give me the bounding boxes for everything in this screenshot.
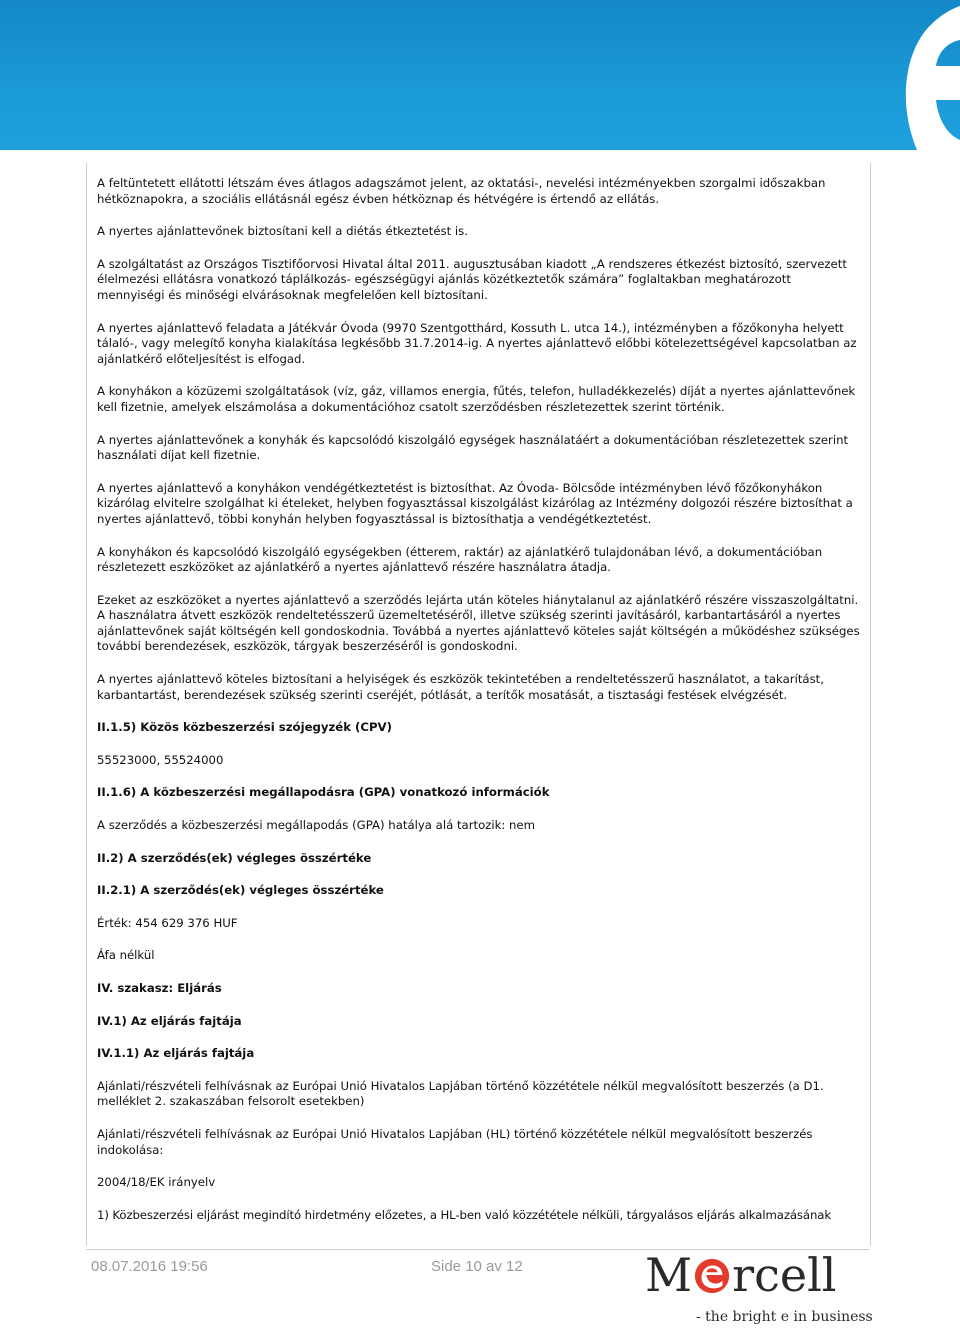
- cpv-codes: 55523000, 55524000: [97, 752, 224, 767]
- heading-gpa: II.1.6) A közbeszerzési megállapodásra (GPA) vonatkozó információk: [97, 785, 550, 800]
- header-band: [0, 0, 960, 150]
- brand-e-icon: [820, 0, 960, 150]
- document-body: [97, 176, 862, 1240]
- brand-name-right: rcell: [732, 1248, 837, 1302]
- paragraph-kindergarten: A nyertes ajánlattevő feladata a Játékvár Óvoda (9970 Szentgotthárd, Kossuth L. utca 14.), intézményben a főzőkonyha helyett tálaló-, vagy melegítő konyha kialakítása legkésőbb 31.7.2014-ig. A nyertes ajánlattevő előbbi kötelezettségével kapcsolatban az ajánlatkérő előteljesítést is elfogad.: [97, 320, 857, 366]
- paragraph-standard: A szolgáltatást az Országos Tisztifőorvosi Hivatal által 2011. augusztusában kiadott „A rendszeres étkezést biztosító, szervezett élelmezési ellátásra vonatkozó táplálkozás- egészségügyi ajánlás közétkeztetők számára” foglaltakban meghatározott mennyiségi és minőségi elvárásoknak megfelelően kell biztosítani.: [97, 256, 847, 302]
- heading-cpv: II.1.5) Közös közbeszerzési szójegyzék (CPV): [97, 720, 392, 735]
- value-amount: Érték: 454 629 376 HUF: [97, 915, 238, 930]
- heading-procedure-type-sub: IV.1.1) Az eljárás fajtája: [97, 1046, 255, 1061]
- directive: 2004/18/EK irányelv: [97, 1175, 216, 1190]
- brand-logo: [645, 1248, 875, 1329]
- brand-name-left: M: [645, 1248, 693, 1302]
- paragraph-equipment-return: Ezeket az eszközöket a nyertes ajánlattevő a szerződés lejárta után köteles hiánytalanul az ajánlatkérő részére visszaszolgáltatni. A használatra átvett eszközök rendeltetésszerű üzemeltetéséről, illetve szükség szerinti javításáról, karbantartásáról a nyertes ajánlattevőnek saját költségén kell gondoskodnia. Továbbá a nyertes ajánlattevő köteles saját költségén a működéshez szükséges további berendezések, eszközök, tárgyak beszerzéséről is gondoskodni.: [97, 592, 860, 654]
- vat-note: Áfa nélkül: [97, 948, 155, 963]
- brand-wordmark: [645, 1248, 837, 1302]
- paragraph-maintenance: A nyertes ajánlattevő köteles biztosítani a helyiségek és eszközök tekintetében a rendeltetésszerű használatot, a takarítást, karbantartást, berendezések szükség szerinti cseréjét, pótlását, a terítők mosatását, a tisztasági festések elvégzését.: [97, 672, 824, 702]
- footer-page-number: Side 10 av 12: [431, 1258, 523, 1275]
- paragraph-guest-catering: A nyertes ajánlattevő a konyhákon vendégétkeztetést is biztosíthat. Az Óvoda- Bölcsőde intézményben lévő főzőkonyhákon kizárólag elvitelre szolgálhat ki ételeket, helyben fogyasztással kiszolgálást kizárólag az Intézmény dolgozói részére biztosíthat a nyertes ajánlattevő, többi konyhán helyben fogyasztással is biztosíthatja a vendégétkeztetést.: [97, 480, 853, 526]
- brand-e-mark-icon: [693, 1257, 731, 1295]
- gpa-statement: A szerződés a közbeszerzési megállapodás (GPA) hatálya alá tartozik: nem: [97, 818, 536, 833]
- heading-total-value-sub: II.2.1) A szerződés(ek) végleges összértéke: [97, 883, 384, 898]
- heading-section-iv: IV. szakasz: Eljárás: [97, 981, 222, 995]
- paragraph-usage-fee: A nyertes ajánlattevőnek a konyhák és kapcsolódó kiszolgáló egységek használatáért a dokumentációban részletezettek szerint használati díjat kell fizetnie.: [97, 432, 849, 463]
- paragraph-diet: A nyertes ajánlattevőnek biztosítani kell a diétás étkeztetést is.: [97, 224, 468, 239]
- paragraph-equipment-handover: A konyhákon és kapcsolódó kiszolgáló egységekben (étterem, raktár) az ajánlatkérő tulajdonában lévő, a dokumentációban részletezett eszközöket az ajánlatkérő a nyertes ajánlattevő részére használatra átadja.: [97, 544, 823, 575]
- procedure-reason: 1) Közbeszerzési eljárást megindító hirdetmény előzetes, a HL-ben való közzététele nélküli, tárgyalásos eljárás alkalmazásának: [97, 1207, 832, 1222]
- procedure-description: Ajánlati/részvételi felhívásnak az Európai Unió Hivatalos Lapjában történő közzététele nélkül megvalósított beszerzés (a D1. melléklet 2. szakaszában felsorolt esetekben): [97, 1078, 824, 1109]
- heading-procedure-type: IV.1) Az eljárás fajtája: [97, 1013, 242, 1028]
- footer-datetime: 08.07.2016 19:56: [91, 1258, 208, 1275]
- procedure-justification: Ajánlati/részvételi felhívásnak az Európai Unió Hivatalos Lapjában (HL) történő közzététele nélkül megvalósított beszerzés indokolása:: [97, 1126, 813, 1157]
- heading-total-value: II.2) A szerződés(ek) végleges összértéke: [97, 850, 372, 865]
- paragraph-utilities: A konyhákon a közüzemi szolgáltatások (víz, gáz, villamos energia, fűtés, telefon, hulladékkezelés) díját a nyertes ajánlattevőnek kell fizetnie, amelyek elszámolása a dokumentációhoz csatolt szerződésben részletezettek szerint történik.: [97, 384, 856, 414]
- paragraph-attendance: A feltüntetett ellátotti létszám éves átlagos adagszámot jelent, az oktatási-, nevelési intézményekben szorgalmi időszakban hétköznapokra, a szociális ellátásnál egész évben hétköznap és hétvégére is értendő az ellátás.: [97, 176, 826, 206]
- brand-tagline: - the bright e in business: [696, 1309, 873, 1325]
